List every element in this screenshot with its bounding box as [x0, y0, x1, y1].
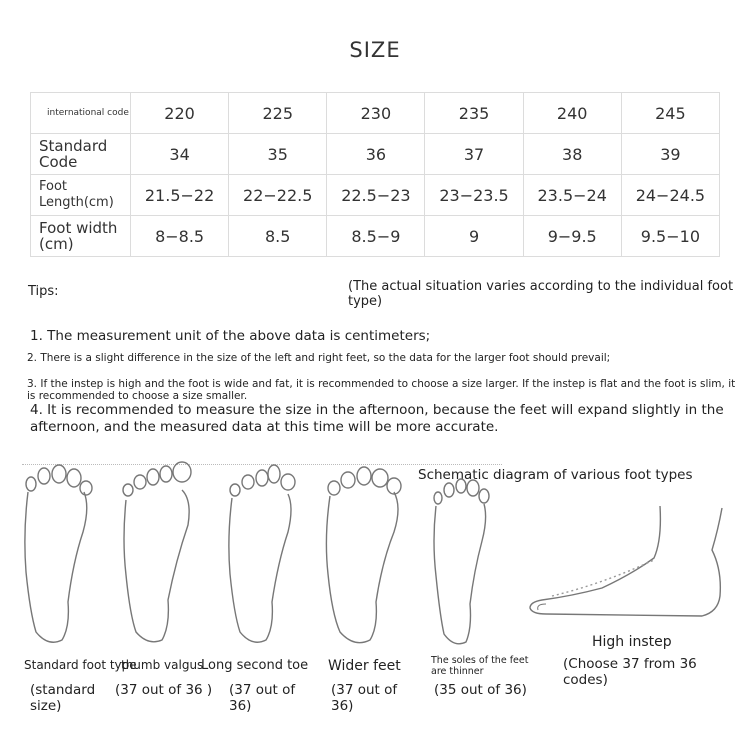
table-cell: 21.5−22 — [131, 175, 229, 216]
foot-type-sub: (37 out of 36 ) — [115, 682, 213, 698]
foot-type-label: The soles of the feet are thinner — [431, 655, 529, 677]
table-cell: 240 — [523, 93, 621, 134]
row-header: Foot Length(cm) — [31, 175, 131, 216]
long-second-toe-foot-icon — [222, 462, 302, 652]
foot-type-sub: (standard size) — [30, 682, 96, 714]
foot-type-sub: (35 out of 36) — [434, 682, 527, 698]
table-row — [31, 134, 720, 175]
foot-type-label: Wider feet — [328, 658, 401, 674]
row-header: Foot width (cm) — [31, 216, 131, 257]
tip-2: 2. There is a slight difference in the size of the left and right feet, so the data for the larger foot should prevail; — [27, 352, 611, 364]
table-cell: 9.5−10 — [621, 216, 719, 257]
table-cell: 23.5−24 — [523, 175, 621, 216]
table-cell: 38 — [523, 134, 621, 175]
table-cell: 225 — [229, 93, 327, 134]
standard-foot-icon — [18, 462, 98, 652]
high-instep-label: High instep — [592, 634, 672, 650]
table-cell: 220 — [131, 93, 229, 134]
table-row — [31, 93, 720, 134]
table-cell: 39 — [621, 134, 719, 175]
foot-type-label: Long second toe — [201, 658, 309, 673]
wider-foot-icon — [322, 462, 406, 652]
table-cell: 37 — [425, 134, 523, 175]
page-title: SIZE — [349, 38, 401, 62]
foot-type-label: Standard foot type — [24, 658, 137, 672]
table-cell: 22−22.5 — [229, 175, 327, 216]
high-instep-sub: (Choose 37 from 36 codes) — [563, 656, 697, 688]
table-cell: 9 — [425, 216, 523, 257]
high-instep-foot-icon — [522, 500, 732, 622]
schematic-title: Schematic diagram of various foot types — [418, 467, 693, 483]
tip-3: 3. If the instep is high and the foot is wide and fat, it is recommended to choose a size larger. If the instep is flat and the foot is slim, it is recommended to choose a size smaller. — [27, 378, 736, 402]
row-header: Standard Code — [31, 134, 131, 175]
table-cell: 23−23.5 — [425, 175, 523, 216]
table-cell: 230 — [327, 93, 425, 134]
tips-note: (The actual situation varies according to the individual foot type) — [348, 279, 734, 309]
table-cell: 22.5−23 — [327, 175, 425, 216]
thumb-valgus-foot-icon — [118, 460, 198, 652]
row-header: international code — [31, 93, 131, 134]
table-row — [31, 216, 720, 257]
table-cell: 8−8.5 — [131, 216, 229, 257]
table-cell: 235 — [425, 93, 523, 134]
thin-sole-foot-icon — [428, 476, 498, 652]
tips-label: Tips: — [28, 284, 59, 299]
foot-type-sub: (37 out of 36) — [229, 682, 296, 714]
table-cell: 24−24.5 — [621, 175, 719, 216]
foot-type-sub: (37 out of 36) — [331, 682, 398, 714]
table-cell: 34 — [131, 134, 229, 175]
table-cell: 9−9.5 — [523, 216, 621, 257]
table-cell: 8.5−9 — [327, 216, 425, 257]
table-row — [31, 175, 720, 216]
table-cell: 36 — [327, 134, 425, 175]
table-cell: 8.5 — [229, 216, 327, 257]
foot-type-label: thumb valgus — [121, 658, 204, 672]
table-cell: 35 — [229, 134, 327, 175]
table-cell: 245 — [621, 93, 719, 134]
tip-1: 1. The measurement unit of the above data is centimeters; — [30, 328, 431, 344]
size-table — [30, 92, 720, 257]
tip-4: 4. It is recommended to measure the size in the afternoon, because the feet will expand slightly in the afternoon, and the measured data at this time will be more accurate. — [30, 402, 724, 435]
